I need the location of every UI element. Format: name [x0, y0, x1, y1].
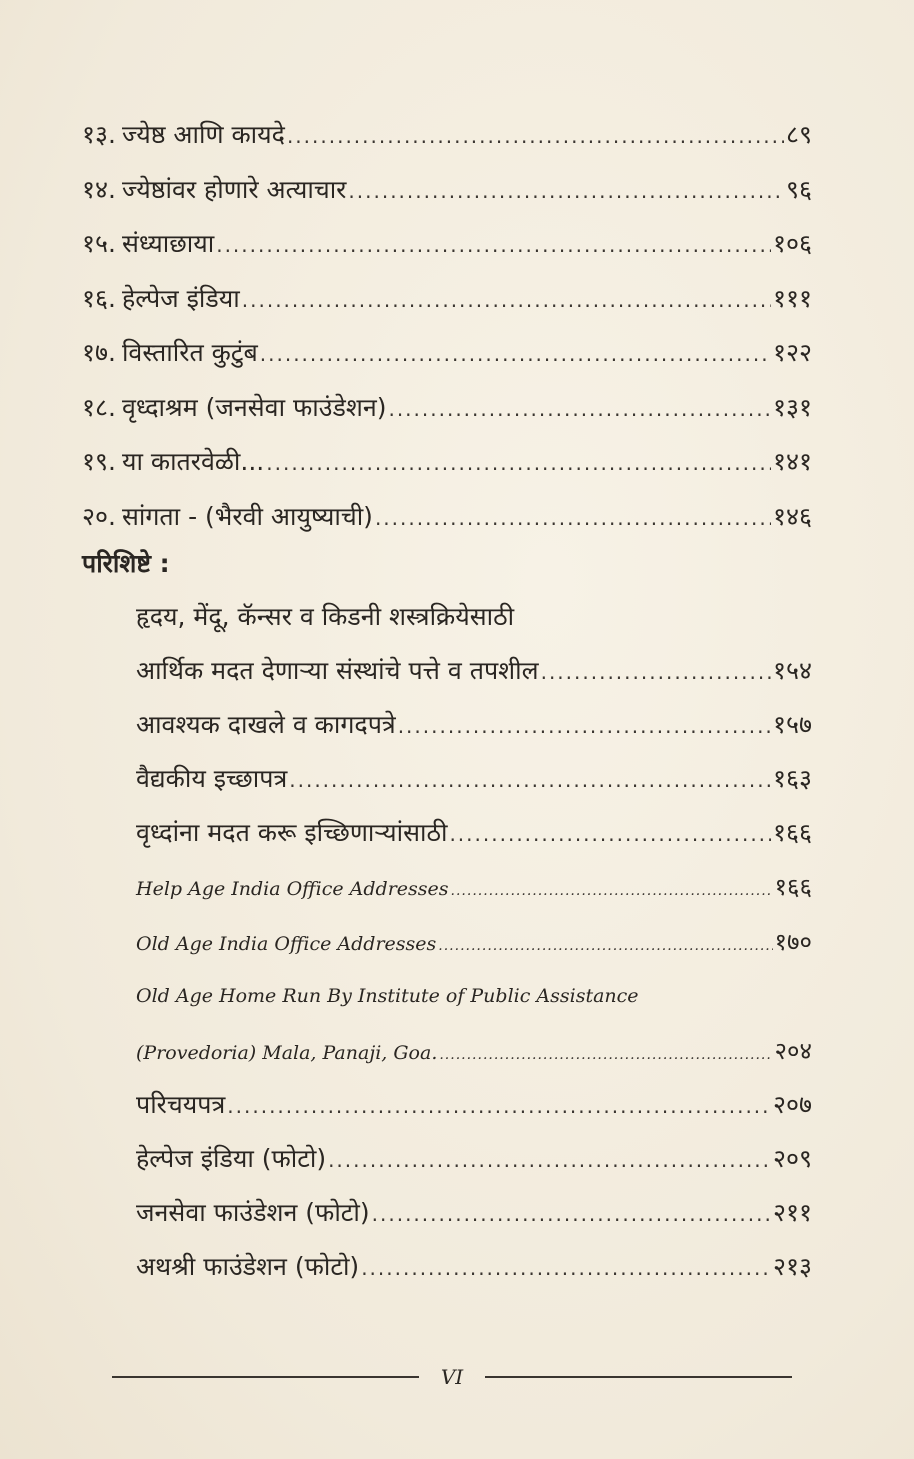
appendix-title: आवश्यक दाखले व कागदपत्रे [136, 710, 396, 739]
toc-number: १३. [82, 120, 116, 149]
dot-leader [375, 491, 771, 546]
page-folio: VI [440, 1365, 464, 1389]
appendix-entry [136, 1186, 812, 1240]
dot-leader [289, 753, 771, 807]
appendix-title: आर्थिक मदत देणाऱ्या संस्थांचे पत्ते व तपशील [136, 656, 539, 685]
toc-title: विस्तारित कुटुंब [121, 338, 258, 367]
dot-leader [388, 382, 771, 437]
toc-page: १११ [772, 283, 812, 313]
appendix-page: १५४ [772, 656, 812, 685]
appendix-title: Old Age India Office Addresses [136, 932, 437, 955]
appendix-title: वृध्दांना मदत करू इच्छिणाऱ्यांसाठी [136, 818, 448, 847]
toc-title: वृध्दाश्रम (जनसेवा फाउंडेशन) [121, 392, 387, 422]
toc-entry [82, 326, 812, 381]
toc-entry [82, 272, 812, 327]
dot-leader [541, 645, 771, 699]
dot-leader [449, 807, 771, 861]
dot-leader [266, 436, 771, 491]
appendix-title: जनसेवा फाउंडेशन (फोटो) [136, 1198, 370, 1227]
toc-number: २०. [82, 501, 116, 531]
appendix-page: २०७ [772, 1090, 812, 1119]
toc-entry [82, 490, 812, 545]
toc-number: १७. [82, 338, 116, 367]
appendix-entry [136, 752, 812, 806]
page-footer [112, 1360, 792, 1394]
appendix-title: (Provedoria) Mala, Panaji, Goa. [136, 1041, 438, 1064]
toc-number: १६. [82, 283, 116, 313]
dot-leader [372, 1187, 771, 1241]
appendix-entry-line: Old Age Home Run By Institute of Public Assistance [136, 985, 639, 1007]
appendix-entry [136, 698, 812, 752]
appendix-page: १६६ [774, 873, 812, 901]
toc-page: १३१ [772, 392, 812, 422]
dot-leader [287, 109, 784, 164]
toc-title: ज्येष्ठांवर होणारे अत्याचार [121, 174, 347, 204]
appendix-title: Help Age India Office Addresses [136, 878, 449, 900]
appendix-entry [136, 1240, 812, 1294]
appendix-page: २११ [772, 1198, 812, 1227]
dot-leader [242, 273, 771, 328]
dot-leader [361, 1241, 771, 1295]
appendix-entry-english [136, 1024, 812, 1079]
appendix-title: परिचयपत्र [136, 1090, 226, 1119]
appendix-heading: परिशिष्टे : [82, 549, 170, 578]
appendix-entry-english [136, 915, 812, 970]
toc-title: हेल्पेज इंडिया [121, 283, 240, 313]
appendix-entry [136, 1132, 812, 1186]
dot-leader [260, 327, 771, 382]
appendix-title: अथश्री फाउंडेशन (फोटो) [136, 1252, 360, 1281]
dot-leader [227, 1079, 771, 1133]
footer-rule-left [112, 1376, 419, 1378]
table-of-contents [82, 108, 812, 544]
toc-title: संध्याछाया [121, 229, 215, 258]
toc-page: १२२ [772, 338, 812, 367]
appendix-page: १६३ [772, 764, 812, 793]
footer-rule-right [485, 1376, 792, 1378]
toc-number: १८. [82, 392, 116, 422]
toc-page: ९६ [785, 174, 812, 204]
toc-entry [82, 217, 812, 272]
dot-leader [398, 699, 771, 753]
toc-number: १५. [82, 229, 116, 258]
dot-leader [328, 1133, 771, 1187]
toc-page: १०६ [772, 229, 812, 258]
appendix-title: वैद्यकीय इच्छापत्र [136, 764, 288, 793]
toc-page: १४१ [772, 447, 812, 476]
toc-title: सांगता - (भैरवी आयुष्याची) [121, 501, 373, 531]
appendix-page: २०४ [774, 1036, 812, 1065]
dot-leader [348, 164, 784, 219]
appendix-list [136, 590, 812, 1294]
toc-entry [82, 108, 812, 163]
dot-leader [438, 919, 772, 974]
appendix-entry [136, 1078, 812, 1132]
toc-title: या कातरवेळी... [121, 447, 265, 476]
appendix-entry [136, 644, 812, 698]
appendix-page: १५७ [772, 710, 812, 739]
appendix-entry-line: हृदय, मेंदू, कॅन्सर व किडनी शस्त्रक्रियेसाठी [136, 602, 515, 631]
appendix-page: २०९ [772, 1144, 812, 1173]
toc-number: १९. [82, 447, 116, 476]
appendix-page: १७० [774, 927, 812, 956]
toc-entry [82, 163, 812, 218]
appendix-entry [136, 806, 812, 860]
appendix-entry-english [136, 860, 812, 915]
appendix-page: २१३ [772, 1252, 812, 1281]
toc-entry [82, 435, 812, 490]
toc-page: ८९ [785, 120, 812, 149]
toc-title: ज्येष्ठ आणि कायदे [121, 120, 285, 149]
toc-number: १४. [82, 174, 116, 204]
appendix-page: १६६ [772, 818, 812, 847]
toc-page: १४६ [772, 501, 812, 531]
dot-leader [439, 1028, 772, 1083]
dot-leader [451, 864, 773, 919]
appendix-title: हेल्पेज इंडिया (फोटो) [136, 1144, 327, 1173]
toc-entry [82, 381, 812, 436]
dot-leader [216, 218, 771, 273]
